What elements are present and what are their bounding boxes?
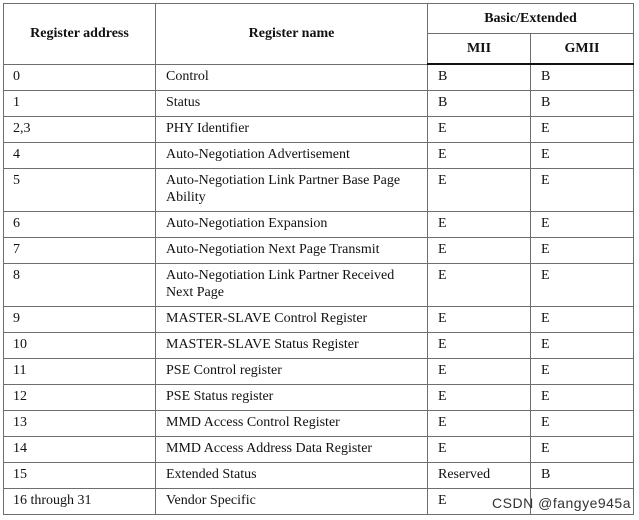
register-name-cell: MASTER-SLAVE Control Register bbox=[156, 307, 428, 333]
watermark-credit: CSDN @fangye945a bbox=[492, 495, 631, 511]
mii-cell: E bbox=[428, 264, 531, 307]
mii-cell: E bbox=[428, 359, 531, 385]
register-address-cell: 6 bbox=[4, 212, 156, 238]
gmii-cell: E bbox=[531, 212, 634, 238]
mii-cell: E bbox=[428, 238, 531, 264]
table-row bbox=[4, 463, 634, 489]
table-row bbox=[4, 307, 634, 333]
register-name-cell: Extended Status bbox=[156, 463, 428, 489]
mii-cell: E bbox=[428, 212, 531, 238]
register-address-cell: 5 bbox=[4, 169, 156, 212]
register-address-cell: 9 bbox=[4, 307, 156, 333]
mii-cell: E bbox=[428, 307, 531, 333]
header-register-address: Register address bbox=[4, 4, 156, 65]
mii-cell: B bbox=[428, 91, 531, 117]
table-row bbox=[4, 91, 634, 117]
mii-cell: E bbox=[428, 169, 531, 212]
register-address-cell: 1 bbox=[4, 91, 156, 117]
register-name-cell: MASTER-SLAVE Status Register bbox=[156, 333, 428, 359]
register-name-cell: PSE Status register bbox=[156, 385, 428, 411]
gmii-cell: B bbox=[531, 91, 634, 117]
register-table bbox=[3, 3, 634, 515]
gmii-cell: B bbox=[531, 64, 634, 91]
gmii-cell: E bbox=[531, 264, 634, 307]
gmii-cell: E bbox=[531, 437, 634, 463]
table-row bbox=[4, 264, 634, 307]
table-row bbox=[4, 437, 634, 463]
register-name-cell: MMD Access Address Data Register bbox=[156, 437, 428, 463]
mii-cell: E bbox=[428, 117, 531, 143]
register-address-cell: 12 bbox=[4, 385, 156, 411]
register-name-cell: Auto-Negotiation Link Partner Received Next Page bbox=[156, 264, 428, 307]
register-name-cell: Status bbox=[156, 91, 428, 117]
register-address-cell: 2,3 bbox=[4, 117, 156, 143]
register-rows bbox=[4, 64, 634, 515]
table-row bbox=[4, 117, 634, 143]
gmii-cell: E bbox=[531, 411, 634, 437]
register-address-cell: 7 bbox=[4, 238, 156, 264]
header-gmii: GMII bbox=[531, 34, 634, 65]
gmii-cell: E bbox=[531, 385, 634, 411]
register-name-cell: Vendor Specific bbox=[156, 489, 428, 515]
mii-cell: B bbox=[428, 64, 531, 91]
table-row bbox=[4, 238, 634, 264]
register-name-cell: Auto-Negotiation Link Partner Base Page Ability bbox=[156, 169, 428, 212]
mii-cell: E bbox=[428, 411, 531, 437]
register-name-cell: MMD Access Control Register bbox=[156, 411, 428, 437]
register-address-cell: 0 bbox=[4, 64, 156, 91]
register-address-cell: 8 bbox=[4, 264, 156, 307]
register-address-cell: 15 bbox=[4, 463, 156, 489]
mii-cell: E bbox=[428, 385, 531, 411]
table-row bbox=[4, 212, 634, 238]
register-address-cell: 16 through 31 bbox=[4, 489, 156, 515]
table-row bbox=[4, 333, 634, 359]
register-address-cell: 4 bbox=[4, 143, 156, 169]
mii-cell: Reserved bbox=[428, 463, 531, 489]
gmii-cell: E bbox=[531, 169, 634, 212]
register-address-cell: 11 bbox=[4, 359, 156, 385]
table-row bbox=[4, 411, 634, 437]
table-row bbox=[4, 143, 634, 169]
gmii-cell: E bbox=[531, 307, 634, 333]
mii-cell: E bbox=[428, 143, 531, 169]
gmii-cell: E bbox=[531, 238, 634, 264]
register-address-cell: 13 bbox=[4, 411, 156, 437]
table-row bbox=[4, 359, 634, 385]
register-name-cell: PHY Identifier bbox=[156, 117, 428, 143]
header-basic-extended: Basic/Extended bbox=[428, 4, 634, 34]
gmii-cell: E bbox=[531, 359, 634, 385]
watermark bbox=[492, 495, 631, 511]
register-name-cell: Auto-Negotiation Next Page Transmit bbox=[156, 238, 428, 264]
header-mii: MII bbox=[428, 34, 531, 65]
gmii-cell: E bbox=[531, 333, 634, 359]
gmii-cell: E bbox=[531, 117, 634, 143]
register-name-cell: Auto-Negotiation Advertisement bbox=[156, 143, 428, 169]
gmii-cell: E bbox=[531, 143, 634, 169]
mii-cell: E bbox=[428, 333, 531, 359]
header-register-name: Register name bbox=[156, 4, 428, 65]
table-row bbox=[4, 169, 634, 212]
register-address-cell: 14 bbox=[4, 437, 156, 463]
gmii-cell: B bbox=[531, 463, 634, 489]
table-row bbox=[4, 64, 634, 91]
register-name-cell: PSE Control register bbox=[156, 359, 428, 385]
register-name-cell: Control bbox=[156, 64, 428, 91]
register-address-cell: 10 bbox=[4, 333, 156, 359]
mii-cell: E bbox=[428, 489, 531, 515]
register-name-cell: Auto-Negotiation Expansion bbox=[156, 212, 428, 238]
table-row bbox=[4, 385, 634, 411]
mii-cell: E bbox=[428, 437, 531, 463]
